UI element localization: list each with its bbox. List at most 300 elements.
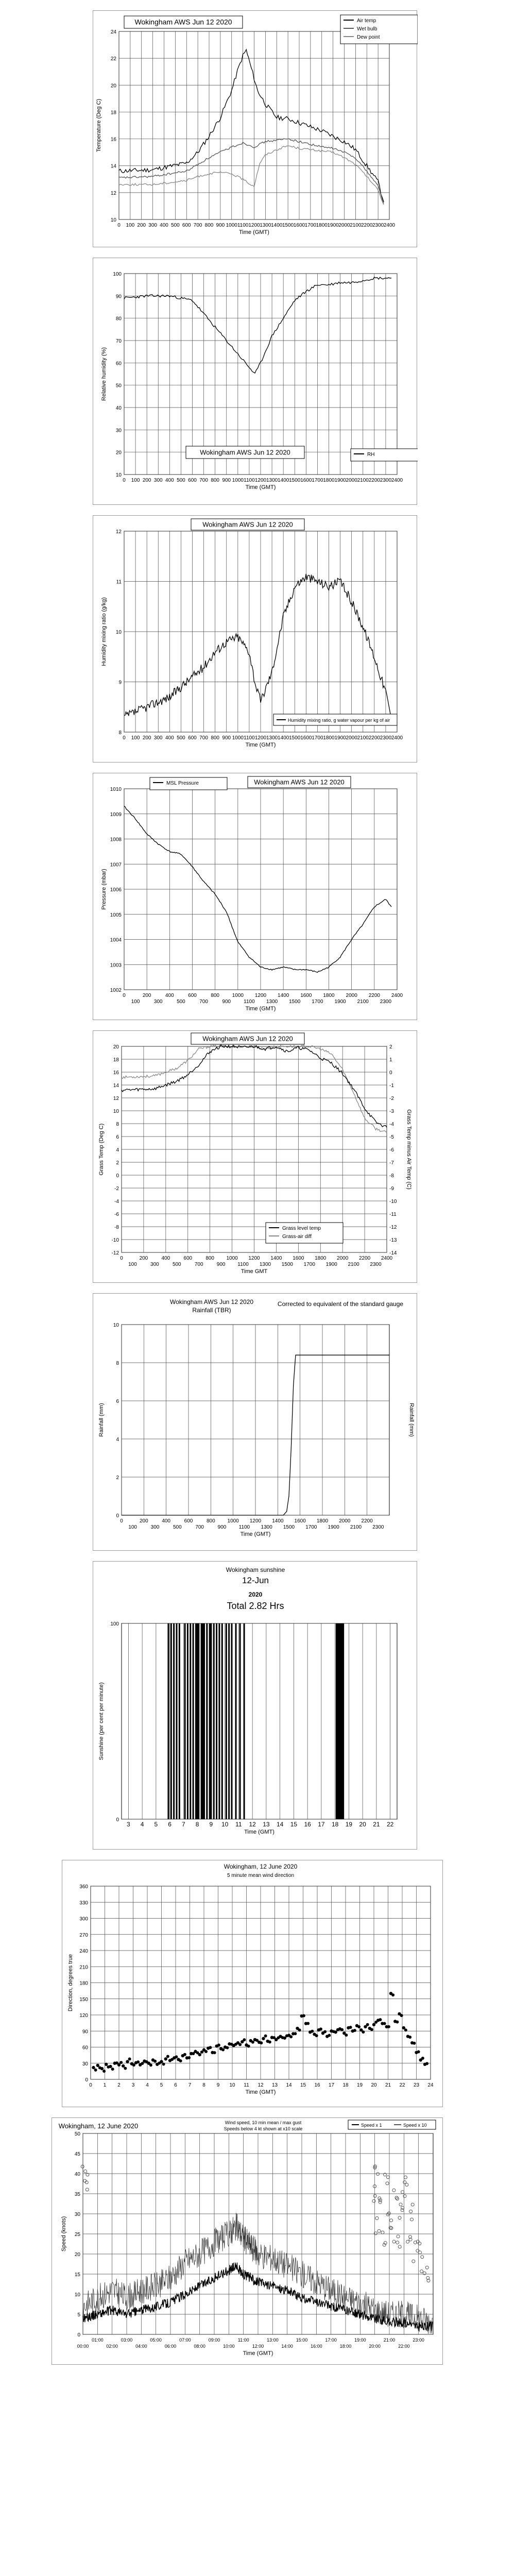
direction-point (109, 2065, 112, 2068)
x-tick-label: 1800 (316, 223, 328, 228)
x-tick-label: 1600 (294, 1518, 306, 1524)
x-tick-label: 20 (359, 1821, 366, 1828)
x-tick-label: 08:00 (194, 2344, 205, 2349)
y-tick-label: 14 (110, 163, 116, 170)
x-tick-label: 2400 (391, 993, 403, 998)
x-tick-label: 9 (216, 2082, 220, 2088)
x-tick-label: 4 (140, 1821, 144, 1828)
y-tick-label: 1004 (110, 937, 122, 943)
chart-note: Speeds below 4 kt shown at x10 scale (224, 2126, 303, 2131)
x-axis-label: Time (GMT) (245, 742, 276, 748)
x-tick-label: 16:00 (311, 2344, 322, 2349)
x-tick-label: 700 (199, 999, 208, 1005)
x-tick-label: 9 (209, 1821, 213, 1828)
y-tick-label: 40 (74, 2172, 80, 2177)
direction-point (213, 2051, 216, 2054)
direction-point (111, 2067, 114, 2071)
y-tick-label: 10 (115, 630, 122, 635)
x-tick-label: 1600 (293, 1256, 304, 1261)
x-tick-label: 700 (199, 735, 208, 741)
x-tick-label: 900 (222, 735, 231, 741)
sunshine-bar (195, 1623, 197, 1819)
chart-panel-pressure (93, 773, 417, 1020)
x-tick-label: 400 (165, 735, 174, 741)
x-tick-label: 1400 (270, 1256, 282, 1261)
x-tick-label: 1500 (281, 1262, 293, 1267)
sunshine-bar (231, 1623, 233, 1819)
direction-point (315, 2034, 318, 2037)
x-tick-label: 7 (188, 2082, 192, 2088)
x-tick-label: 2200 (361, 1518, 373, 1524)
direction-point (404, 2028, 407, 2031)
direction-point (175, 2055, 178, 2058)
direction-point (251, 2041, 254, 2044)
x-axis-label: Time (GMT) (245, 1006, 276, 1012)
x-tick-label: 1800 (315, 1256, 327, 1261)
x-tick-label: 600 (182, 223, 191, 228)
direction-point (421, 2057, 424, 2060)
x-tick-label: 900 (222, 999, 231, 1005)
x-tick-label: 1900 (334, 478, 346, 483)
y-tick-label: 8 (116, 1361, 119, 1366)
direction-point (328, 2034, 331, 2037)
x-axis-label: Time (GMT) (245, 2089, 276, 2095)
x-tick-label: 13:00 (267, 2337, 279, 2343)
x-tick-label: 2100 (357, 735, 369, 741)
sunshine-bar (206, 1623, 208, 1819)
direction-point (383, 2022, 386, 2025)
x-tick-label: 400 (160, 223, 168, 228)
x-tick-label: 0 (120, 1518, 123, 1524)
x-tick-label: 2100 (350, 223, 362, 228)
x-tick-label: 500 (172, 1262, 181, 1267)
x-tick-label: 05:00 (150, 2337, 162, 2343)
y-tick-label: 30 (82, 2061, 88, 2067)
sunshine-bar (213, 1623, 215, 1819)
y-tick-label: 360 (79, 1884, 88, 1890)
chart-title: Wokingham AWS Jun 12 2020 (202, 1035, 293, 1043)
x-tick-label: 1500 (282, 223, 294, 228)
y2-tick-label: -9 (389, 1186, 394, 1192)
y-tick-label: 1007 (110, 862, 122, 868)
y-tick-label: 0 (116, 1817, 119, 1823)
chart-date: 12-Jun (242, 1575, 269, 1585)
x-tick-label: 800 (211, 478, 220, 483)
y-tick-label: 0 (116, 1513, 119, 1519)
x-tick-label: 800 (211, 993, 220, 998)
direction-point (243, 2038, 246, 2041)
x-axis-label: Time (GMT) (245, 484, 276, 490)
direction-point (311, 2030, 314, 2033)
direction-point (164, 2057, 167, 2060)
legend-label: Air temp (357, 18, 376, 24)
x-tick-label: 1000 (226, 223, 237, 228)
direction-point (183, 2053, 186, 2056)
y-tick-label: 15 (74, 2272, 80, 2278)
legend-label: Wet bulb (357, 26, 377, 32)
sunshine-bar (170, 1623, 172, 1819)
x-tick-label: 1400 (278, 993, 289, 998)
x-tick-label: 1000 (232, 478, 244, 483)
x-tick-label: 24 (427, 2082, 434, 2088)
x-tick-label: 1200 (248, 1256, 260, 1261)
x-tick-label: 2300 (372, 223, 384, 228)
x-tick-label: 1900 (334, 999, 346, 1005)
x-tick-label: 400 (165, 993, 174, 998)
sunshine-bar (338, 1623, 340, 1819)
x-tick-label: 03:00 (121, 2337, 133, 2343)
x-tick-label: 400 (162, 1518, 171, 1524)
x-tick-label: 20:00 (369, 2344, 381, 2349)
x-tick-label: 800 (211, 735, 220, 741)
x-tick-label: 0 (89, 2082, 92, 2088)
x-tick-label: 900 (217, 1524, 227, 1530)
x-tick-label: 1000 (232, 735, 244, 741)
sunshine-bar (228, 1623, 230, 1819)
x-tick-label: 2200 (368, 993, 380, 998)
direction-point (126, 2060, 129, 2063)
x-tick-label: 300 (153, 735, 163, 741)
direction-point (425, 2062, 428, 2065)
x-tick-label: 0 (123, 735, 126, 741)
y-tick-label: 30 (74, 2212, 80, 2217)
x-tick-label: 2000 (346, 478, 357, 483)
sunshine-bar (203, 1623, 205, 1819)
y-tick-label: 80 (115, 316, 122, 322)
x-tick-label: 0 (120, 1256, 123, 1261)
y-tick-label: 6 (116, 1134, 119, 1140)
direction-point (179, 2059, 182, 2062)
x-tick-label: 1800 (316, 1518, 329, 1524)
chart-title: Wokingham, 12 June 2020 (58, 2122, 139, 2130)
direction-point (100, 2067, 104, 2070)
x-tick-label: 100 (131, 478, 140, 483)
direction-point (289, 2035, 293, 2038)
x-tick-label: 300 (153, 478, 163, 483)
x-tick-label: 18:00 (339, 2344, 352, 2349)
x-tick-label: 600 (188, 735, 197, 741)
direction-point (153, 2060, 157, 2063)
x-tick-label: 1200 (254, 478, 267, 483)
y-tick-label: 90 (82, 2029, 88, 2035)
direction-point (413, 2042, 416, 2045)
x-tick-label: 2000 (339, 1518, 351, 1524)
x-tick-label: 2400 (381, 1256, 393, 1261)
y2-tick-label: -8 (389, 1173, 394, 1179)
y2-tick-label: -1 (389, 1083, 394, 1089)
x-tick-label: 1500 (289, 999, 301, 1005)
direction-point (260, 2041, 263, 2044)
y-tick-label: 8 (116, 1122, 119, 1127)
y2-tick-label: 0 (389, 1070, 392, 1076)
x-tick-label: 200 (142, 993, 151, 998)
chart-title: Wokingham AWS Jun 12 2020 (200, 448, 290, 456)
x-tick-label: 700 (199, 478, 208, 483)
x-tick-label: 900 (222, 478, 231, 483)
x-tick-label: 1700 (312, 478, 323, 483)
x-axis-label: Time GMT (241, 1268, 268, 1275)
x-tick-label: 2000 (337, 1256, 349, 1261)
x-tick-label: 12 (249, 1821, 256, 1828)
y-tick-label: 35 (74, 2192, 80, 2197)
x-tick-label: 10 (221, 1821, 229, 1828)
y-tick-label: 1010 (110, 787, 122, 792)
y-axis-label: Relative humidity (%) (101, 347, 107, 401)
y-tick-label: 100 (113, 272, 122, 277)
x-tick-label: 1400 (278, 735, 289, 741)
chart-subtitle: Rainfall (TBR) (192, 1307, 231, 1314)
direction-point (334, 2030, 337, 2033)
x-tick-label: 100 (128, 1262, 137, 1267)
x-tick-label: 22 (386, 1821, 394, 1828)
x-tick-label: 2200 (361, 223, 373, 228)
x-tick-label: 0 (123, 478, 126, 483)
x-tick-label: 2400 (391, 735, 403, 741)
x-tick-label: 300 (148, 223, 157, 228)
sunshine-bar (197, 1623, 198, 1819)
chart-panel-wind-speed (52, 2117, 443, 2365)
x-tick-label: 300 (150, 1262, 159, 1267)
direction-point (400, 2014, 403, 2017)
x-tick-label: 2100 (357, 999, 369, 1005)
direction-point (217, 2043, 220, 2046)
x-tick-label: 01:00 (92, 2337, 104, 2343)
x-tick-label: 2300 (370, 1262, 382, 1267)
x-tick-label: 19 (345, 1821, 353, 1828)
y-tick-label: 10 (113, 1323, 119, 1328)
sunshine-bar (239, 1623, 241, 1819)
x-tick-label: 600 (184, 1518, 193, 1524)
sunshine-bar (340, 1623, 341, 1819)
chart-subtitle: 5 minute mean wind direction (227, 1873, 295, 1878)
y-tick-label: 9 (118, 680, 122, 686)
direction-point (204, 2050, 208, 2053)
direction-point (387, 2025, 390, 2028)
x-tick-label: 1200 (249, 1518, 262, 1524)
y2-tick-label: -14 (389, 1250, 397, 1256)
y-axis-label: Humidity mixing ratio (g/kg) (101, 597, 107, 666)
y-axis-label: Temperature (Deg C) (96, 98, 102, 152)
chart-panel-mixing-ratio (93, 515, 417, 762)
direction-point (221, 2048, 225, 2051)
x-tick-label: 1500 (289, 735, 301, 741)
chart-panel-humidity (93, 258, 417, 505)
y-tick-label: 4 (116, 1437, 119, 1443)
x-tick-label: 1700 (312, 735, 323, 741)
x-tick-label: 1900 (327, 223, 339, 228)
y-tick-label: -8 (114, 1225, 119, 1230)
y-tick-label: 12 (110, 190, 116, 196)
sunshine-bar (342, 1623, 344, 1819)
y-tick-label: 20 (113, 1044, 119, 1050)
x-tick-label: 20 (371, 2082, 377, 2088)
sunshine-bar (193, 1623, 194, 1819)
chart-panel-rainfall (93, 1293, 417, 1551)
y-tick-label: 240 (79, 1948, 88, 1954)
y-tick-label: -4 (114, 1199, 119, 1205)
direction-point (319, 2027, 322, 2030)
legend-label: RH (367, 452, 375, 457)
x-tick-label: 3 (127, 1821, 130, 1828)
x-tick-label: 3 (131, 2082, 135, 2088)
x-tick-label: 2000 (338, 223, 350, 228)
x-tick-label: 600 (183, 1256, 193, 1261)
x-tick-label: 23:00 (413, 2337, 424, 2343)
x-tick-label: 600 (188, 478, 197, 483)
sunshine-bar (190, 1623, 191, 1819)
x-axis-label: Time (GMT) (240, 1531, 271, 1537)
y2-tick-label: -7 (389, 1160, 394, 1166)
x-tick-label: 1300 (261, 1524, 272, 1530)
chart-title: Wokingham AWS Jun 12 2020 (169, 1298, 254, 1306)
x-tick-label: 1400 (272, 1518, 284, 1524)
x-tick-label: 19:00 (354, 2337, 366, 2343)
x-tick-label: 10 (229, 2082, 235, 2088)
direction-point (323, 2030, 327, 2033)
x-tick-label: 19 (356, 2082, 363, 2088)
direction-point (94, 2069, 97, 2072)
x-tick-label: 1400 (278, 478, 289, 483)
x-tick-label: 1100 (237, 223, 249, 228)
y2-tick-label: -6 (389, 1147, 394, 1153)
x-tick-label: 2300 (380, 735, 392, 741)
x-tick-label: 1200 (254, 993, 267, 998)
direction-point (198, 2053, 201, 2056)
direction-point (226, 2046, 229, 2049)
x-tick-label: 1700 (304, 223, 316, 228)
x-axis-label: Time (GMT) (244, 1829, 274, 1835)
x-tick-label: 0 (117, 223, 121, 228)
legend (351, 449, 418, 461)
x-tick-label: 1800 (323, 735, 335, 741)
sunshine-bar (341, 1623, 343, 1819)
direction-point (353, 2029, 356, 2032)
y-tick-label: 1008 (110, 837, 122, 843)
y-tick-label: 12 (113, 1096, 119, 1101)
y-tick-label: 12 (115, 529, 122, 535)
x-tick-label: 1600 (300, 735, 312, 741)
chart-year: 2020 (248, 1591, 263, 1598)
y-tick-label: 0 (85, 2077, 88, 2083)
direction-point (132, 2063, 135, 2066)
y-axis-label: Sunshine (per cent per minute) (98, 1682, 105, 1760)
x-tick-label: 600 (188, 993, 197, 998)
x-tick-label: 200 (139, 1256, 148, 1261)
chart-title: Wokingham sunshine (226, 1566, 285, 1573)
x-tick-label: 2100 (357, 478, 369, 483)
x-tick-label: 12 (258, 2082, 264, 2088)
x-tick-label: 1600 (300, 478, 312, 483)
x-tick-label: 100 (131, 999, 140, 1005)
x-tick-label: 02:00 (106, 2344, 118, 2349)
x-tick-label: 0 (123, 993, 126, 998)
x-tick-label: 2200 (368, 478, 380, 483)
y-tick-label: 25 (74, 2232, 80, 2238)
x-tick-label: 1900 (334, 735, 346, 741)
y-tick-label: 210 (79, 1964, 88, 1971)
y-tick-label: 2 (116, 1160, 119, 1166)
y-tick-label: 5 (77, 2312, 80, 2318)
x-tick-label: 800 (204, 223, 214, 228)
y-tick-label: 1006 (110, 887, 122, 893)
x-tick-label: 200 (142, 735, 151, 741)
x-tick-label: 1100 (244, 999, 255, 1005)
x-tick-label: 18 (331, 1821, 339, 1828)
x-tick-label: 1300 (266, 999, 278, 1005)
x-tick-label: 1300 (259, 1262, 271, 1267)
direction-point (294, 2032, 297, 2035)
x-tick-label: 500 (177, 735, 185, 741)
x-tick-label: 1 (103, 2082, 107, 2088)
y2-axis-label: Rainfall (mm) (408, 1403, 415, 1437)
x-tick-label: 15 (290, 1821, 298, 1828)
legend-label: Grass-air diff (282, 1234, 312, 1240)
x-tick-label: 14:00 (281, 2344, 293, 2349)
x-tick-label: 1800 (323, 993, 335, 998)
direction-point (92, 2066, 95, 2069)
x-tick-label: 1900 (328, 1524, 339, 1530)
chart-title: Wokingham AWS Jun 12 2020 (134, 18, 232, 26)
sunshine-bar (202, 1623, 203, 1819)
sunshine-bar (336, 1623, 337, 1819)
direction-point (124, 2067, 127, 2070)
y-tick-label: 60 (115, 361, 122, 367)
x-tick-label: 1000 (226, 1256, 238, 1261)
sunshine-bar (187, 1623, 188, 1819)
x-tick-label: 22:00 (398, 2344, 410, 2349)
legend-label: MSL Pressure (166, 781, 199, 786)
x-tick-label: 17 (318, 1821, 325, 1828)
y-tick-label: 10 (110, 217, 116, 223)
x-tick-label: 5 (154, 1821, 158, 1828)
x-tick-label: 8 (202, 2082, 205, 2088)
y-tick-label: 60 (82, 2045, 88, 2051)
y-tick-label: 10 (113, 1109, 119, 1114)
x-tick-label: 1500 (283, 1524, 295, 1530)
x-tick-label: 1700 (305, 1524, 317, 1530)
x-tick-label: 17:00 (325, 2337, 337, 2343)
x-tick-label: 13 (263, 1821, 270, 1828)
x-tick-label: 1100 (237, 1262, 249, 1267)
x-tick-label: 200 (137, 223, 146, 228)
x-tick-label: 500 (177, 999, 185, 1005)
x-tick-label: 1300 (266, 478, 278, 483)
x-tick-label: 11 (235, 1821, 242, 1828)
x-tick-label: 17 (328, 2082, 335, 2088)
x-tick-label: 11 (244, 2082, 249, 2088)
y-axis-label: Grass Temp (Deg C) (98, 1123, 105, 1176)
x-tick-label: 2200 (368, 735, 380, 741)
y-tick-label: 70 (115, 338, 122, 344)
x-tick-label: 2300 (380, 478, 392, 483)
sunshine-bar (221, 1623, 223, 1819)
direction-point (417, 2050, 420, 2054)
x-tick-label: 1700 (312, 999, 323, 1005)
sunshine-bar (337, 1623, 338, 1819)
x-tick-label: 21 (385, 2082, 391, 2088)
x-tick-label: 07:00 (179, 2337, 191, 2343)
direction-point (105, 2063, 108, 2066)
direction-point (187, 2056, 191, 2059)
y-tick-label: -6 (114, 1212, 119, 1217)
direction-point (102, 2070, 106, 2073)
x-tick-label: 400 (165, 478, 174, 483)
y-tick-label: 1003 (110, 962, 122, 969)
y-axis-label: Pressure (mbar) (101, 869, 107, 910)
x-tick-label: 1100 (244, 478, 255, 483)
x-tick-label: 23 (413, 2082, 420, 2088)
direction-point (160, 2060, 163, 2063)
